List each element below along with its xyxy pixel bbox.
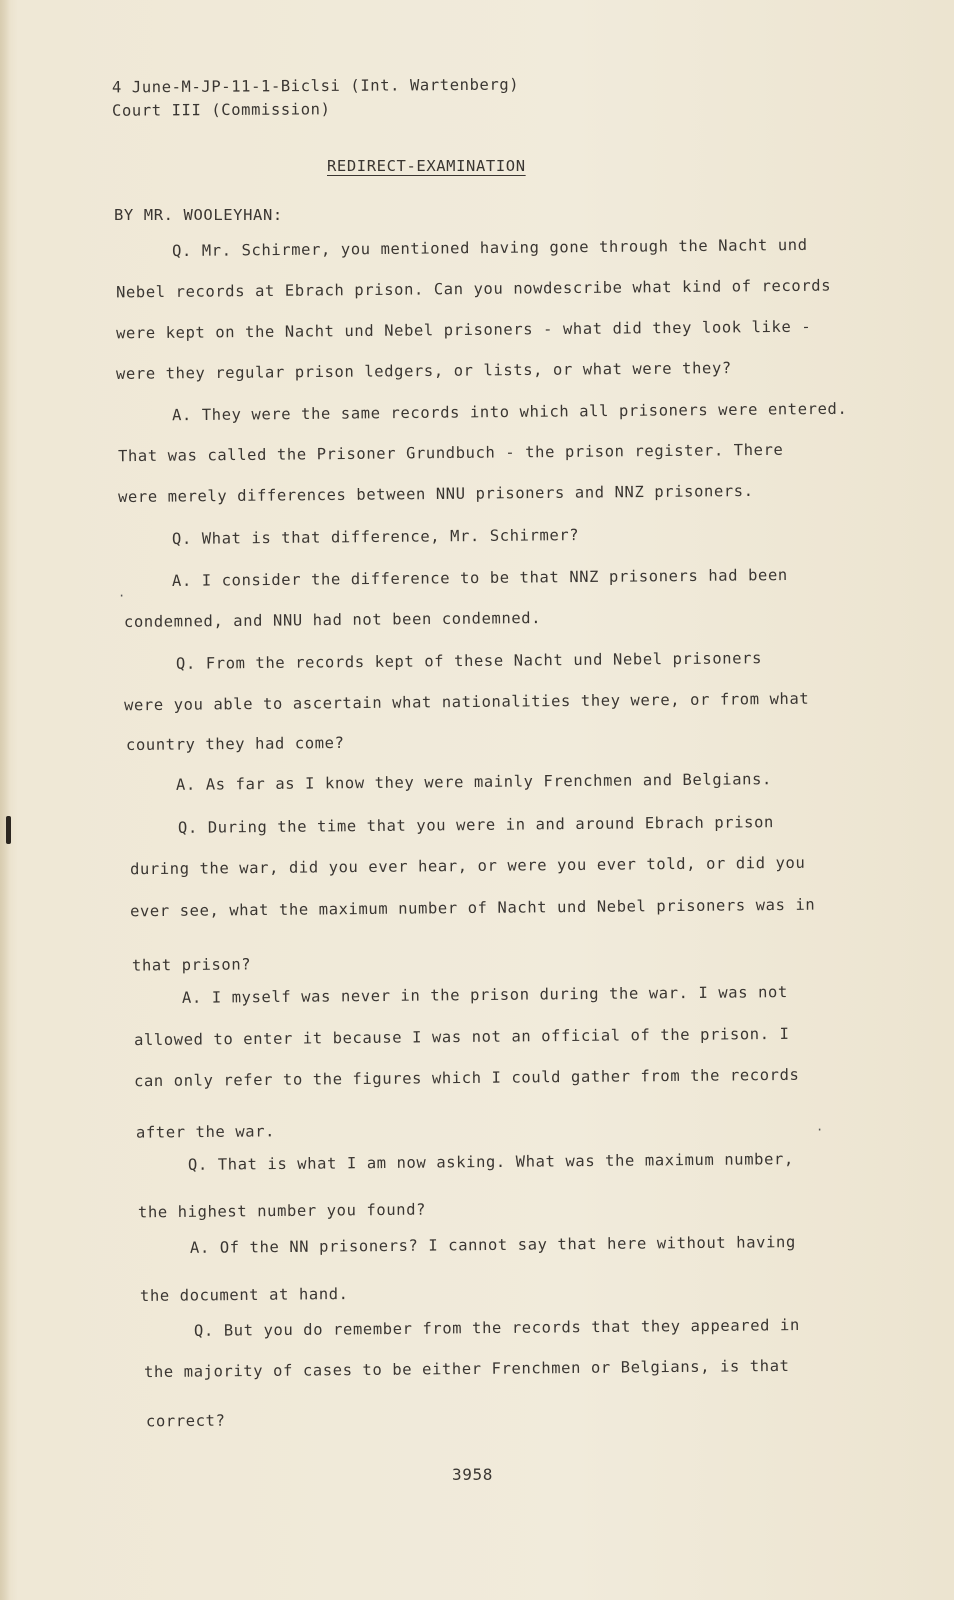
body-line: Q. During the time that you were in and around Ebrach prison: [177, 813, 774, 837]
paper-edge-shadow: [0, 0, 10, 1600]
stray-mark: ·: [816, 1123, 824, 1137]
body-line: during the war, did you ever hear, or were you ever told, or did you: [129, 853, 806, 879]
body-line: correct?: [145, 1411, 226, 1431]
body-line: A. I myself was never in the prison during the war. I was not: [181, 983, 788, 1007]
body-line: the document at hand.: [139, 1284, 349, 1306]
binding-mark: [6, 816, 11, 844]
body-line: Q. But you do remember from the records that they appeared in: [193, 1316, 800, 1340]
body-line: A. As far as I know they were mainly Frenchmen and Belgians.: [175, 770, 772, 794]
body-line: were kept on the Nacht und Nebel prisoners - what did they look like -: [115, 317, 812, 343]
body-line: Q. From the records kept of these Nacht und Nebel prisoners: [175, 649, 763, 673]
body-line: the highest number you found?: [137, 1200, 427, 1222]
body-line: after the war.: [135, 1122, 276, 1142]
header-line-2: Court III (Commission): [111, 100, 331, 120]
body-line: Q. That is what I am now asking. What was the maximum number,: [187, 1150, 794, 1174]
header-line-1: 4 June-M-JP-11-1-Biclsi (Int. Wartenberg): [111, 75, 520, 97]
body-line: A. I consider the difference to be that NNZ prisoners had been: [171, 566, 788, 590]
body-line: the majority of cases to be either Frenchmen or Belgians, is that: [143, 1356, 790, 1382]
body-line: country they had come?: [125, 733, 345, 755]
body-line: can only refer to the figures which I could gather from the records: [133, 1065, 800, 1091]
body-line: were they regular prison ledgers, or lists, or what were they?: [115, 359, 732, 383]
body-line: were you able to ascertain what nationalities they were, or from what: [123, 689, 810, 715]
stray-mark: ·: [118, 589, 126, 603]
examiner-line: BY MR. WOOLEYHAN:: [114, 206, 283, 224]
body-line: were merely differences between NNU prisoners and NNZ prisoners.: [117, 481, 754, 507]
body-line: A. Of the NN prisoners? I cannot say that here without having: [189, 1233, 796, 1257]
body-line: That was called the Prisoner Grundbuch - the prison register. There: [117, 440, 784, 466]
body-line: allowed to enter it because I was not an official of the prison. I: [133, 1024, 790, 1050]
body-line: that prison?: [131, 955, 252, 975]
body-line: Q. Mr. Schirmer, you mentioned having gone through the Nacht und: [171, 235, 808, 261]
section-title: REDIRECT-EXAMINATION: [327, 157, 526, 175]
body-line: A. They were the same records into which all prisoners were entered.: [171, 399, 848, 425]
page-number: 3958: [452, 1465, 493, 1484]
body-line: condemned, and NNU had not been condemned.: [123, 608, 542, 632]
body-line: Q. What is that difference, Mr. Schirmer?: [171, 526, 580, 548]
body-line: Nebel records at Ebrach prison. Can you nowdescribe what kind of records: [115, 276, 832, 302]
body-line: ever see, what the maximum number of Nacht und Nebel prisoners was in: [129, 895, 816, 921]
